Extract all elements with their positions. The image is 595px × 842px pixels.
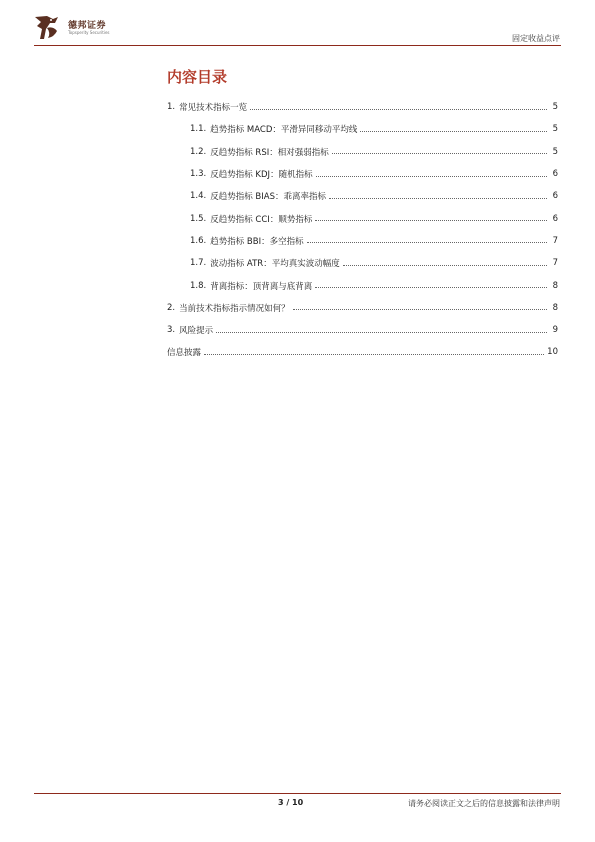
toc-entry-title: 趋势指标 MACD：平滑异同移动平均线 (210, 125, 358, 136)
toc-entry-number: 3. (167, 325, 176, 336)
toc-entry-page: 9 (552, 325, 558, 336)
toc-entry-page: 6 (552, 213, 558, 224)
toc-entry-title: 反趋势指标 BIAS：乖离率指标 (210, 192, 326, 203)
toc-dot-leader (316, 176, 547, 177)
toc-list (167, 96, 558, 364)
report-type: 固定收益点评 (512, 34, 560, 43)
toc-entry-1-4[interactable] (167, 185, 558, 207)
toc-entry-3[interactable] (167, 319, 558, 341)
toc-dot-leader (315, 287, 547, 288)
toc-entry-number: 1.2. (190, 146, 207, 157)
toc-entry-number: 1.4. (190, 191, 207, 202)
toc-entry-page: 7 (552, 258, 558, 269)
toc-entry-title: 反趋势指标 RSI：相对强弱指标 (210, 147, 329, 158)
toc-entry-disclosure[interactable] (167, 341, 558, 363)
toc-title: 内容目录 (167, 68, 228, 86)
toc-entry-1-5[interactable] (167, 207, 558, 229)
toc-entry-number: 1.6. (190, 235, 207, 246)
toc-dot-leader (315, 220, 547, 221)
toc-entry-number: 2. (167, 302, 176, 313)
toc-dot-leader (329, 198, 547, 199)
toc-entry-number: 1.5. (190, 213, 207, 224)
header-divider (34, 45, 561, 46)
toc-entry-page: 8 (552, 302, 558, 313)
toc-entry-1[interactable] (167, 96, 558, 118)
footer-divider (34, 793, 561, 794)
toc-entry-page: 7 (552, 235, 558, 246)
toc-dot-leader (343, 265, 547, 266)
company-name-en: Topsperity Securities (68, 30, 110, 35)
toc-entry-1-6[interactable] (167, 230, 558, 252)
toc-entry-title: 风险提示 (179, 326, 214, 337)
toc-dot-leader (307, 242, 547, 243)
toc-entry-page: 5 (552, 102, 558, 113)
toc-entry-page: 6 (552, 191, 558, 202)
toc-entry-number: 1.3. (190, 169, 207, 180)
toc-entry-page: 6 (552, 169, 558, 180)
toc-entry-page: 10 (547, 347, 558, 358)
toc-entry-number: 1. (167, 102, 176, 113)
page-number: 3 / 10 (278, 798, 304, 807)
toc-entry-number: 1.7. (190, 258, 207, 269)
toc-entry-page: 5 (552, 124, 558, 135)
toc-entry-title: 信息披露 (167, 348, 202, 359)
company-logo-icon (33, 14, 61, 41)
toc-entry-1-8[interactable] (167, 274, 558, 296)
toc-entry-1-3[interactable] (167, 163, 558, 185)
toc-entry-title: 反趋势指标 CCI：顺势指标 (210, 214, 313, 225)
toc-dot-leader (216, 332, 547, 333)
toc-entry-title: 背离指标：顶背离与底背离 (210, 281, 313, 292)
toc-dot-leader (204, 354, 544, 355)
page-header (0, 0, 595, 50)
toc-entry-1-7[interactable] (167, 252, 558, 274)
legal-disclaimer: 请务必阅读正文之后的信息披露和法律声明 (408, 799, 560, 808)
toc-entry-number: 1.8. (190, 280, 207, 291)
toc-entry-number: 1.1. (190, 124, 207, 135)
toc-entry-page: 5 (552, 146, 558, 157)
toc-dot-leader (293, 309, 547, 310)
toc-entry-1-1[interactable] (167, 118, 558, 140)
toc-dot-leader (332, 153, 547, 154)
toc-entry-title: 趋势指标 BBI：多空指标 (210, 236, 304, 247)
toc-entry-title: 当前技术指标指示情况如何？ (179, 303, 290, 314)
company-name: 德邦证券 (68, 21, 107, 31)
toc-entry-2[interactable] (167, 297, 558, 319)
toc-dot-leader (250, 109, 547, 110)
toc-entry-page: 8 (552, 280, 558, 291)
toc-entry-1-2[interactable] (167, 141, 558, 163)
toc-entry-title: 常见技术指标一览 (179, 103, 248, 114)
toc-dot-leader (360, 131, 547, 132)
toc-entry-title: 反趋势指标 KDJ：随机指标 (210, 170, 313, 181)
toc-entry-title: 波动指标 ATR：平均真实波动幅度 (210, 259, 340, 270)
